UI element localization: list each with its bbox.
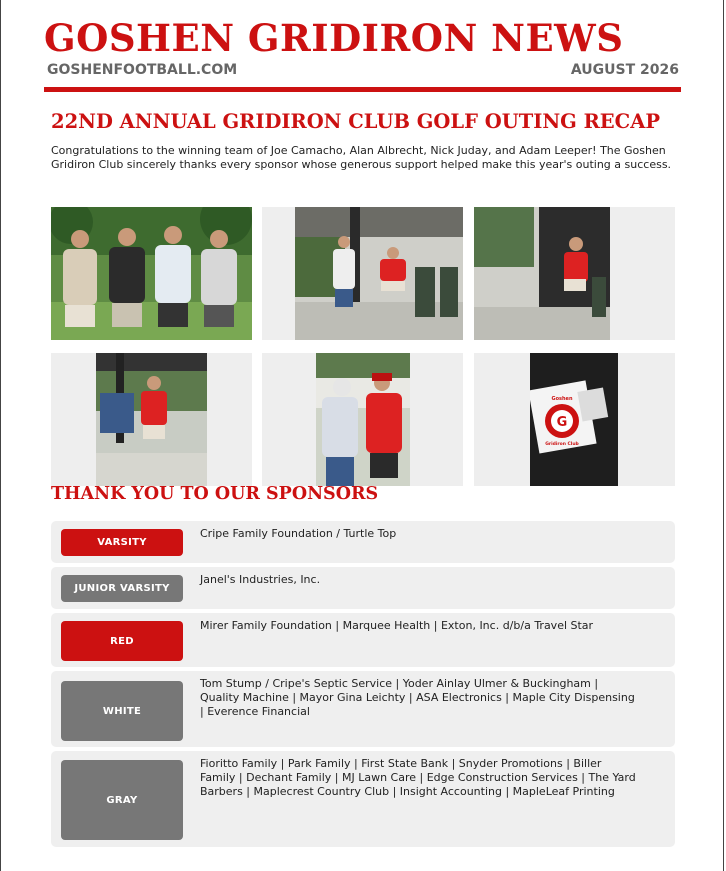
tier-badge-junior-varsity: JUNIOR VARSITY: [61, 575, 183, 602]
photo-speaker: [51, 353, 252, 486]
tier-badge-white: WHITE: [61, 681, 183, 741]
newsletter-title: GOSHEN GRIDIRON NEWS: [44, 16, 624, 60]
tier-badge-varsity: VARSITY: [61, 529, 183, 556]
photo-golf-card: [474, 353, 675, 486]
tier-sponsors-junior-varsity: Janel's Industries, Inc.: [200, 573, 321, 586]
article-intro: Congratulations to the winning team of Joe Camacho, Alan Albrecht, Nick Juday, and Adam Leeper! The Goshen Gridiron Club sincerely thanks every sponsor whose generous support helped make this year's outing a success.: [51, 144, 672, 171]
tier-badge-red: RED: [61, 621, 183, 661]
tier-sponsors-gray: Fioritto Family | Park Family | First State Bank | Snyder Promotions | Biller Family | Dechant Family | MJ Lawn Care | Edge Construction Services | The Yard Barbers | Maplecrest Country Club | Insight Accounting | MapleLeaf Printing: [200, 757, 636, 798]
tier-sponsors-varsity: Cripe Family Foundation / Turtle Top: [200, 527, 397, 540]
photo-seated-guest: [474, 207, 675, 340]
sponsor-tier-red: [51, 613, 675, 667]
tier-badge-gray: GRAY: [61, 760, 183, 840]
tier-sponsors-red: Mirer Family Foundation | Marquee Health | Exton, Inc. d/b/a Travel Star: [200, 619, 594, 632]
photo-patio-group: [262, 207, 463, 340]
masthead-divider: [44, 87, 681, 92]
sponsors-heading: THANK YOU TO OUR SPONSORS: [51, 484, 379, 504]
photo-winning-team: [51, 207, 252, 340]
sponsor-tier-varsity: [51, 521, 675, 563]
issue-date: AUGUST 2026: [570, 62, 679, 78]
photo-handshake: [262, 353, 463, 486]
card-top-line: Goshen: [551, 396, 573, 402]
sponsor-tier-junior-varsity: [51, 567, 675, 609]
article-title: 22ND ANNUAL GRIDIRON CLUB GOLF OUTING RECAP: [51, 110, 660, 133]
card-logo-letter: G: [556, 415, 568, 430]
sponsor-tier-gray: [51, 751, 675, 847]
tier-sponsors-white: Tom Stump / Cripe's Septic Service | Yoder Ainlay Ulmer & Buckingham | Quality Machine | Mayor Gina Leichty | ASA Electronics | Maple City Dispensing | Everence Financial: [200, 677, 635, 718]
card-bottom-line: Gridiron Club: [545, 442, 579, 447]
sponsor-tier-white: [51, 671, 675, 747]
website-url: GOSHENFOOTBALL.COM: [47, 62, 238, 78]
